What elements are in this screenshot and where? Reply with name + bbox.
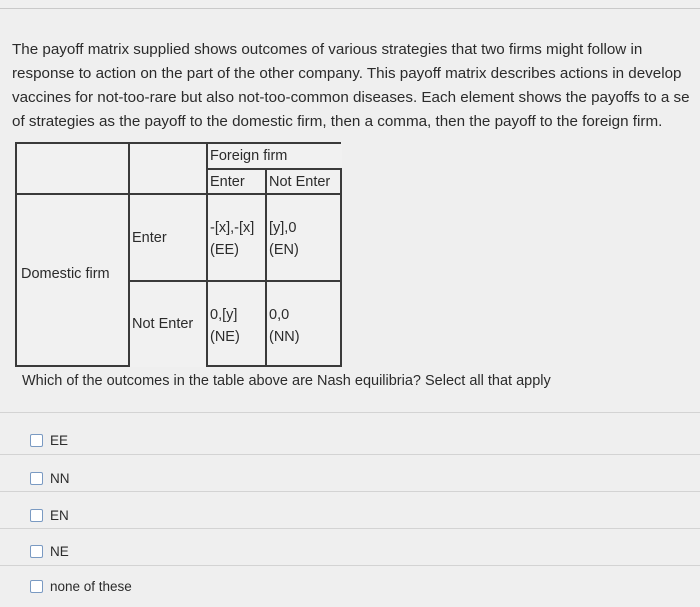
col-header-enter: Enter xyxy=(207,169,266,194)
row-header-not-enter: Not Enter xyxy=(129,281,207,366)
divider xyxy=(0,412,700,413)
option-label-en: EN xyxy=(50,508,69,523)
col-header-not-enter: Not Enter xyxy=(266,169,341,194)
divider xyxy=(0,528,700,529)
row-header-domestic-firm: Domestic firm xyxy=(21,266,110,282)
row-header-enter: Enter xyxy=(129,194,207,281)
checkbox-nn[interactable] xyxy=(30,472,43,485)
outcome-code-ne: (NE) xyxy=(207,323,266,366)
option-label-ne: NE xyxy=(50,544,69,559)
option-nn[interactable] xyxy=(30,471,70,486)
divider xyxy=(0,454,700,455)
option-en[interactable] xyxy=(30,508,69,523)
question-line-3: vaccines for not-too-rare but also not-too-common diseases. Each element shows the payoffs to a se xyxy=(12,89,690,106)
outcome-code-ee: (EE) xyxy=(207,236,266,281)
payoff-nn: 0,0 xyxy=(266,281,341,323)
payoff-ne: 0,[y] xyxy=(207,281,266,323)
question-line-2: response to action on the part of the other company. This payoff matrix describes actions in develop xyxy=(12,65,682,82)
question-line-4: of strategies as the payoff to the domestic firm, then a comma, then the payoff to the foreign firm. xyxy=(12,113,663,130)
option-ee[interactable] xyxy=(30,433,68,448)
checkbox-en[interactable] xyxy=(30,509,43,522)
nash-prompt: Which of the outcomes in the table above are Nash equilibria? Select all that apply xyxy=(22,373,551,389)
payoff-en: [y],0 xyxy=(266,194,341,236)
option-label-ee: EE xyxy=(50,433,69,448)
divider xyxy=(0,565,700,566)
option-none-of-these[interactable] xyxy=(30,579,132,594)
option-label-nn: NN xyxy=(50,471,70,486)
checkbox-none-of-these[interactable] xyxy=(30,580,43,593)
payoff-ee: -[x],-[x] xyxy=(207,194,266,236)
checkbox-ne[interactable] xyxy=(30,545,43,558)
outcome-code-en: (EN) xyxy=(266,236,341,281)
question-line-1: The payoff matrix supplied shows outcomes of various strategies that two firms might follow in xyxy=(12,41,643,58)
divider xyxy=(0,491,700,492)
top-divider xyxy=(0,8,700,9)
checkbox-ee[interactable] xyxy=(30,434,43,447)
payoff-matrix-table xyxy=(15,142,342,367)
option-ne[interactable] xyxy=(30,544,69,559)
question-text xyxy=(12,38,700,134)
foreign-firm-header: Foreign firm xyxy=(207,143,341,169)
outcome-code-nn: (NN) xyxy=(266,323,341,366)
option-label-none-of-these: none of these xyxy=(50,579,132,594)
